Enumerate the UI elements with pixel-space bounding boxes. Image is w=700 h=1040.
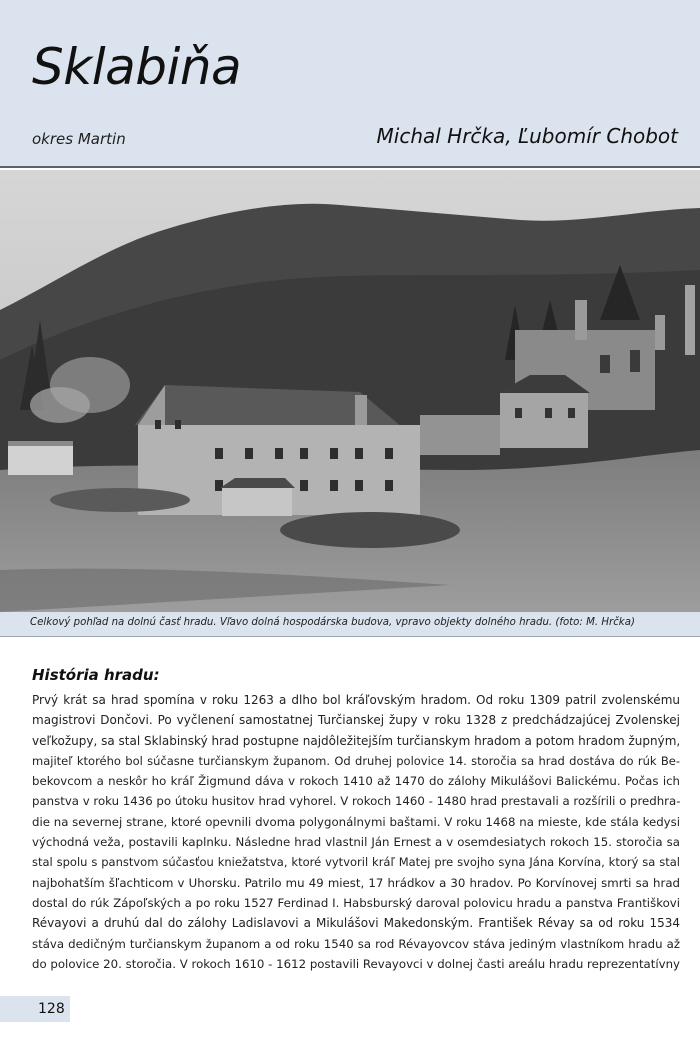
castle-photo [0,170,700,612]
castle-photo-illustration [0,170,700,612]
text-line: panstva v roku 1436 po útoku husitov hrad vyhorel. V rokoch 1460 - 1480 hrad prestavali a rozšírili o predhra- [32,794,680,809]
caption-bar [0,612,700,637]
history-text [32,690,680,974]
text-line: veľkožupy, sa stal Sklabinský hrad postupne najdôležitejším turčianskym hradom a potom hradom župným, [32,733,680,748]
authors-label: Michal Hrčka, Ľubomír Chobot [376,124,678,148]
text-line: do polovice 20. storočia. V rokoch 1610 - 1612 postavili Revayovci v dolnej časti areálu hradu reprezentatívny [32,956,680,971]
text-line: magistrovi Dončovi. Po vyčlenení samostatnej Turčianskej župy v roku 1328 z predchádzajúcej Zvolenskej [32,713,680,728]
header-band [0,0,700,168]
text-line: Prvý krát sa hrad spomína v roku 1263 a dlho bol kráľovským hradom. Od roku 1309 patril zvolenskému [32,693,680,707]
text-line: dostal do rúk Zápoľských a po roku 1527 Ferdinad I. Habsburský daroval polovicu hradu a panstva Františkovi [32,895,680,910]
shed [8,445,73,475]
photo-caption: Celkový pohľad na dolnú časť hradu. Vľavo dolná hospodárska budova, vpravo objekty dolného hradu. (foto: M. Hrčka) [30,617,635,628]
page-number: 128 [38,1001,65,1017]
text-line: stáva dedičným turčianskym županom a od roku 1540 sa rod Révayovcov stáva jediným vlastníkom hradu až [32,936,680,951]
text-line: stal spolu s panstvom súčasťou kniežatstva, ktoré vytvoril kráľ Matej pre svojho syna Jána Korvína, ktorý sa stal [32,855,680,870]
text-line: východná veža, postavili kaplnku. Následne hrad vlastnil Ján Ernest a v osemdesiatych rokoch 15. storočia sa [32,835,680,850]
section-heading: História hradu: [32,666,160,684]
district-label: okres Martin [32,130,126,148]
text-line: Révayovi a druhú dal do zálohy Ladislavovi a Mikulášovi Makedonským. František Révay sa od roku 1534 [32,916,680,931]
bushes [280,512,460,548]
text-line: die na severnej strane, ktoré opevnili dvoma polygonálnymi baštami. V roku 1468 na mieste, kde stála kedysi [32,814,680,829]
text-line: bekovcom a neskôr ho kráľ Žigmund dáva v rokoch 1410 až 1470 do zálohy Mikulášovi Balickému. Počas ich [32,774,680,789]
page-title: Sklabiňa [32,38,242,96]
tower-building [500,393,588,448]
text-line: najbohatším šľachticom v Uhorsku. Patrilo mu 49 miest, 17 hrádkov a 30 hradov. Po Korvínovej smrti sa hrad [32,875,680,890]
text-line: majiteľ ktorého bol súčasne turčianskym županom. Od druhej polovice 14. storočia sa hrad dostáva do rúk Be- [32,753,680,768]
